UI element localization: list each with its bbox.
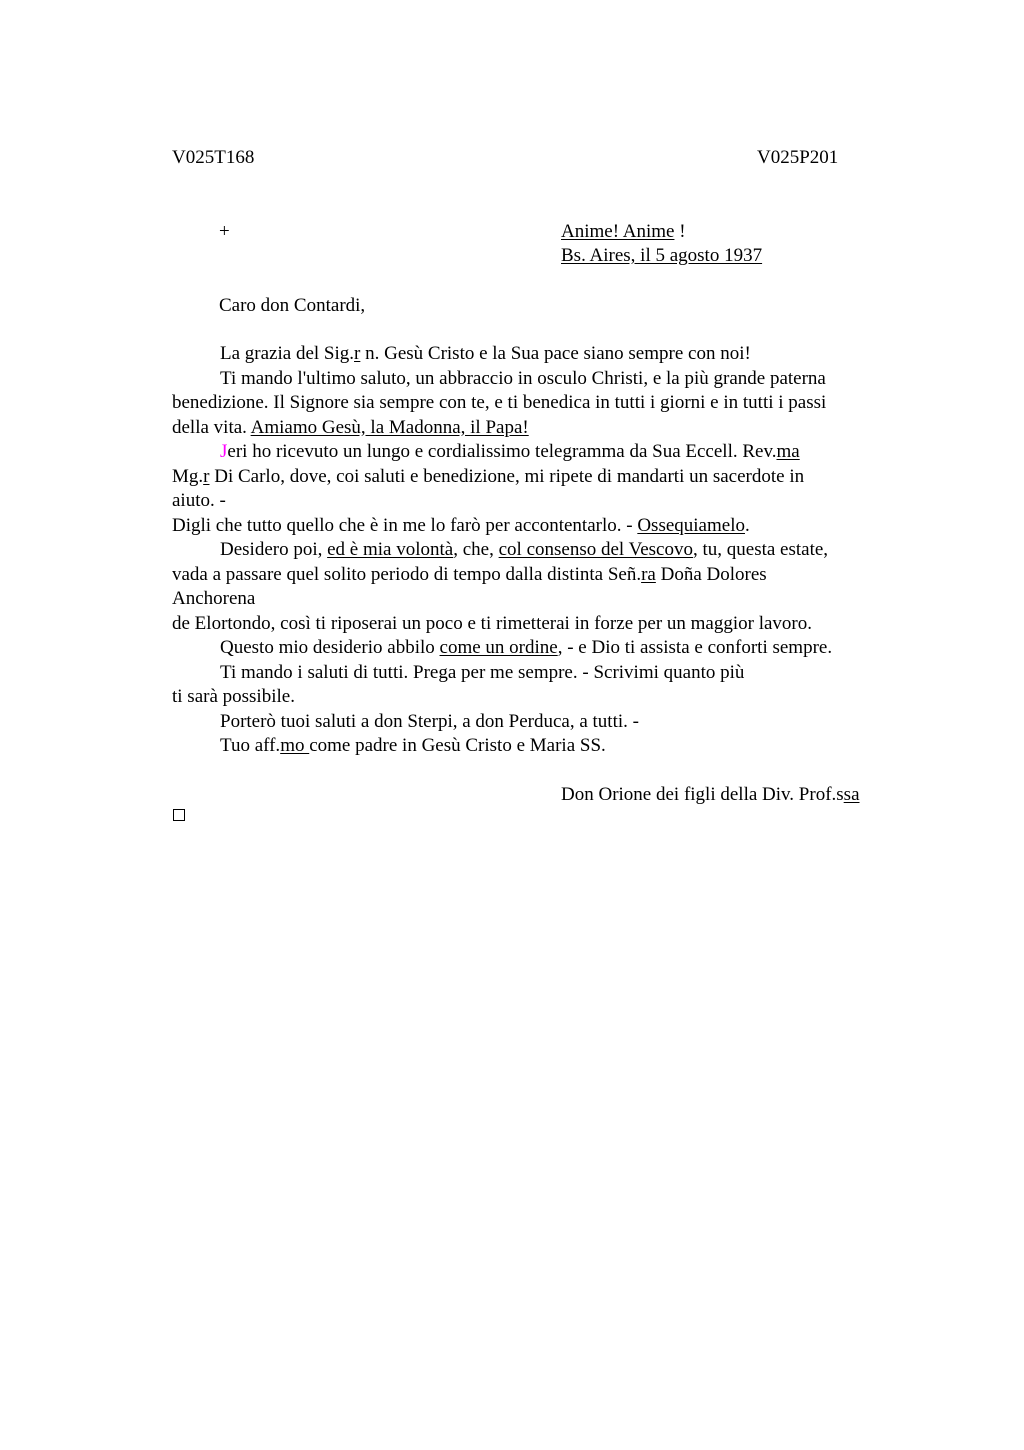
body-line: de Elortondo, così ti riposerai un poco e ti rimetterai in forze per un maggior lavoro. <box>172 612 812 634</box>
text-span: Digli che tutto quello che è in me lo farò per accontentarlo. - <box>172 514 638 536</box>
body-line: Anchorena <box>172 588 256 609</box>
highlighted-initial: J <box>220 441 228 462</box>
text-span: Questo mio desiderio abbilo <box>220 637 440 658</box>
text-span: La grazia del Sig. <box>220 343 355 364</box>
text-span: Desidero poi, <box>220 539 328 560</box>
text-span: , che, <box>453 539 499 560</box>
body-line <box>172 563 892 588</box>
text-span: , tu, questa estate, <box>692 539 829 560</box>
body-line <box>172 416 892 441</box>
superscript-abbrev: r <box>203 465 210 487</box>
superscript-abbrev: ma <box>776 441 800 462</box>
body-line: Porterò tuoi saluti a don Sterpi, a don Perduca, a tutti. - <box>220 710 639 732</box>
body-line: Ti mando l'ultimo saluto, un abbraccio in osculo Christi, e la più grande paterna <box>220 367 826 389</box>
body-line <box>172 538 892 563</box>
underlined-phrase: come un ordine <box>439 637 558 658</box>
motto <box>561 220 686 244</box>
motto-exclamation: ! <box>674 221 686 242</box>
body-line: ti sarà possibile. <box>172 686 295 707</box>
text-span: della vita. <box>172 416 251 438</box>
body-line <box>172 440 892 465</box>
text-span: n. Gesù Cristo e la Sua pace siano sempre con noi! <box>360 343 751 364</box>
superscript-abbrev: r <box>354 343 361 364</box>
superscript-abbrev: sa <box>843 784 860 805</box>
body-line <box>172 342 892 367</box>
superscript-abbrev: mo <box>280 735 310 756</box>
text-span: Di Carlo, dove, coi saluti e benedizione, mi ripete di mandarti un sacerdote in <box>209 465 805 487</box>
text-span: Mg. <box>172 465 204 487</box>
place-date: Bs. Aires, il 5 agosto 1937 <box>561 245 763 266</box>
document-code-right: V025P201 <box>757 147 839 168</box>
body-line <box>172 734 892 759</box>
letter-body <box>172 342 892 759</box>
text-span: , - e Dio ti assista e conforti sempre. <box>557 637 833 658</box>
text-span: Doña Dolores <box>655 563 767 585</box>
underlined-phrase: Ossequiamelo <box>637 514 745 536</box>
empty-box-icon <box>173 809 185 821</box>
body-line: benedizione. Il Signore sia sempre con te, e ti benedica in tutti i giorni e in tutti i passi <box>172 392 827 413</box>
motto-underlined: Anime! Anime <box>561 221 675 242</box>
text-span: vada a passare quel solito periodo di tempo dalla distinta Señ. <box>172 563 642 585</box>
signature <box>561 783 860 807</box>
text-span: Tuo aff. <box>220 735 281 756</box>
signature-text: Don Orione dei figli della Div. Prof.s <box>561 784 844 805</box>
body-line: aiuto. - <box>172 490 226 511</box>
text-span: eri ho ricevuto un lungo e cordialissimo telegramma da Sua Eccell. Rev. <box>227 441 777 462</box>
document-code-left: V025T168 <box>172 147 255 168</box>
body-line <box>172 636 892 661</box>
body-line: Ti mando i saluti di tutti. Prega per me sempre. - Scrivimi quanto più <box>220 661 745 683</box>
body-line <box>172 465 892 490</box>
text-span: . <box>744 514 750 536</box>
body-line <box>172 514 892 539</box>
text-span: come padre in Gesù Cristo e Maria SS. <box>309 735 606 756</box>
superscript-abbrev: ra <box>641 563 656 585</box>
underlined-phrase: ed è mia volontà <box>327 539 454 560</box>
underlined-phrase: col consenso del Vescovo <box>498 539 693 560</box>
salutation: Caro don Contardi, <box>219 295 366 316</box>
cross-symbol: + <box>219 221 230 242</box>
underlined-phrase: Amiamo Gesù, la Madonna, il Papa! <box>250 416 529 438</box>
